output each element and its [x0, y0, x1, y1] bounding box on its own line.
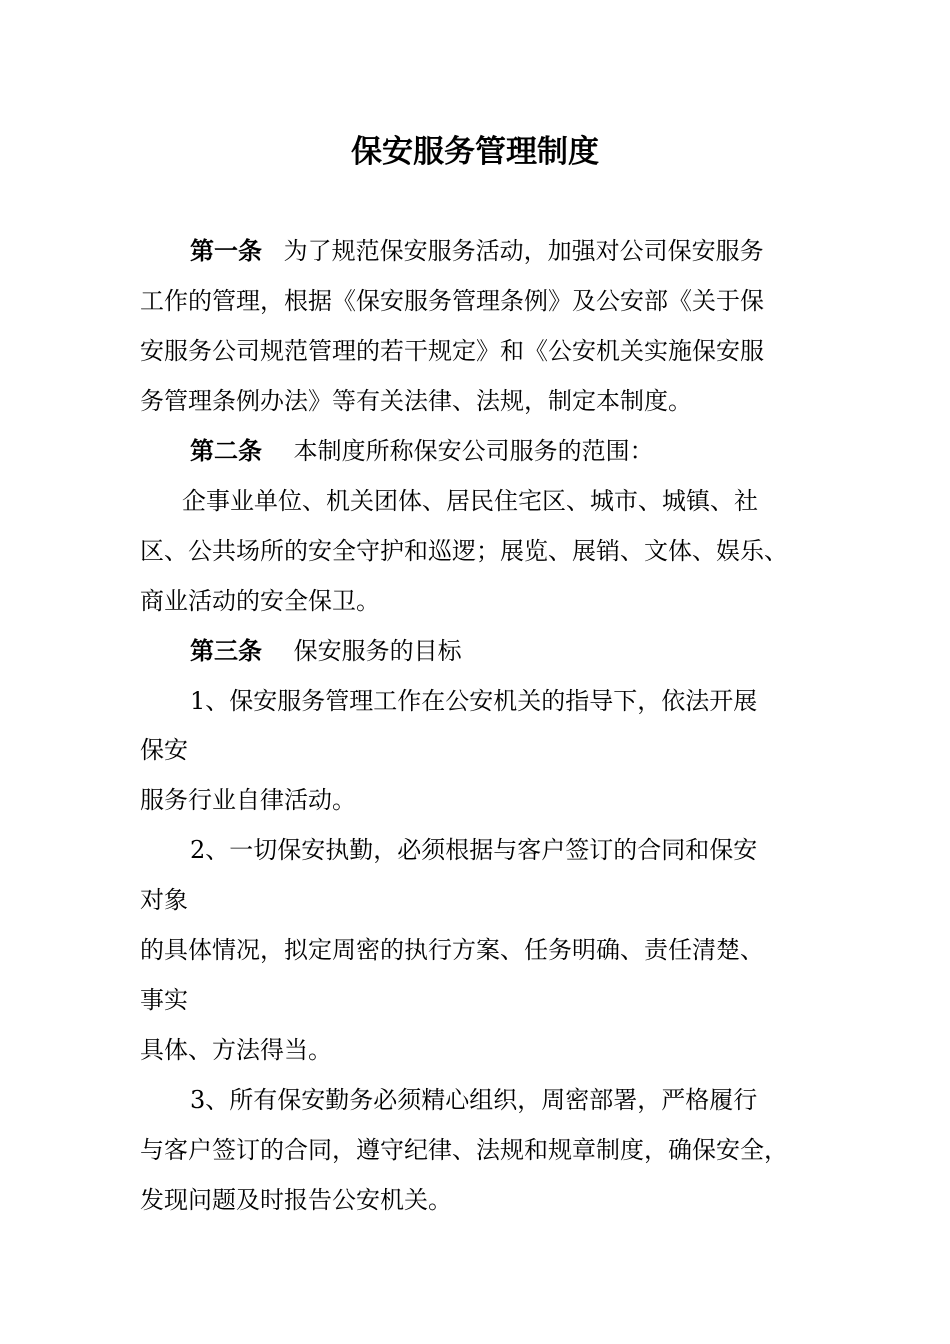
article-3-line: 与客户签订的合同，遵守纪律、法规和规章制度，确保安全， [140, 1136, 788, 1164]
article-2-heading: 第二条 [190, 437, 262, 465]
article-3-line: 保安 [140, 736, 188, 764]
article-3-line: 具体、方法得当。 [140, 1036, 332, 1064]
article-3-item-2: 2、一切保安执勤，必须根据与客户签订的合同和保安 [190, 836, 758, 864]
article-3-text: 保安服务的目标 [293, 637, 462, 665]
article-1-first-line [190, 234, 764, 268]
article-3-line: 事实 [140, 986, 188, 1014]
article-2-line: 区、公共场所的安全守护和巡逻；展览、展销、文体、娱乐、 [140, 537, 788, 565]
article-1-text: 为了规范保安服务活动，加强对公司保安服务 [283, 237, 764, 265]
article-3-line: 对象 [140, 886, 188, 914]
article-2-text: 本制度所称保安公司服务的范围： [293, 437, 654, 465]
article-3-line: 服务行业自律活动。 [140, 786, 356, 814]
article-3-line: 的具体情况，拟定周密的执行方案、任务明确、责任清楚、 [140, 936, 764, 964]
article-1-heading: 第一条 [190, 237, 262, 265]
article-3-line: 发现问题及时报告公安机关。 [140, 1186, 452, 1214]
article-3-item-1: 1、保安服务管理工作在公安机关的指导下，依法开展 [190, 687, 758, 715]
article-2-first-line [190, 434, 654, 468]
article-3-first-line [190, 634, 462, 668]
article-3-heading: 第三条 [190, 637, 262, 665]
article-1-line: 务管理条例办法》等有关法律、法规，制定本制度。 [140, 387, 692, 415]
article-1-line: 安服务公司规范管理的若干规定》和《公安机关实施保安服 [140, 337, 764, 365]
article-2-line: 商业活动的安全保卫。 [140, 587, 380, 615]
article-1-line: 工作的管理，根据《保安服务管理条例》及公安部《关于保 [140, 287, 764, 315]
article-2-line: 企事业单位、机关团体、居民住宅区、城市、城镇、社 [182, 487, 758, 515]
article-3-item-3: 3、所有保安勤务必须精心组织，周密部署，严格履行 [190, 1086, 758, 1114]
document-title: 保安服务管理制度 [351, 134, 599, 170]
